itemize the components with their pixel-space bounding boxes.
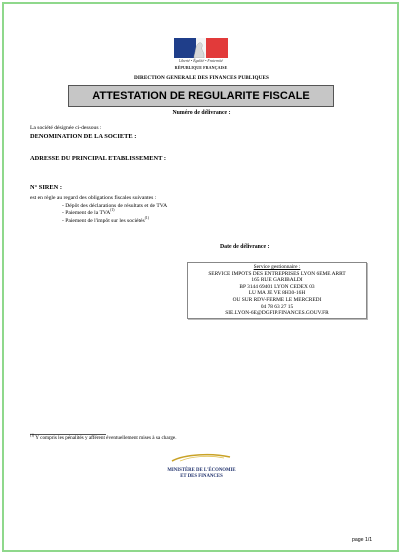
numero-label: Numéro de délivrance : xyxy=(172,110,231,116)
ministry-swoosh-icon xyxy=(150,453,253,463)
service-line: 04 78 63 27 15 xyxy=(260,303,294,310)
denomination-label: DENOMINATION DE LA SOCIETE : xyxy=(30,133,137,140)
service-line: 165 RUE GARIBALDI xyxy=(251,277,303,284)
list-item: - Paiement de la TVA$^{(1)}$ xyxy=(62,208,115,217)
title-banner xyxy=(68,85,334,107)
republic-name: RÉPUBLIQUE FRANÇAISE xyxy=(174,65,228,70)
service-line: SERVICE IMPOTS DES ENTREPRISES LYON 6EME ARRT xyxy=(208,270,346,277)
service-line: LU MA JE VE 8H30-16H xyxy=(248,290,306,297)
siren-label: N° SIREN : xyxy=(30,184,63,191)
obligations-text: est en règle au regard des obligations fiscales suivantes : xyxy=(30,195,157,201)
service-email: SIE.LYON-6E@DGFIP.FINANCES.GOUV.FR xyxy=(225,310,329,317)
tricolor-flag-icon xyxy=(174,38,228,58)
republic-motto: Liberté • Égalité • Fraternité xyxy=(179,59,223,63)
service-line: BP 3144 69401 LYON CEDEX 03 xyxy=(239,283,315,290)
adresse-label: ADRESSE DU PRINCIPAL ETABLISSEMENT : xyxy=(30,155,167,162)
ministry-name-line1: MINISTÈRE DE L'ÉCONOMIE xyxy=(167,468,236,473)
ministry-name-line2: ET DES FINANCES xyxy=(180,474,223,479)
service-header: Service gestionnaire : xyxy=(253,264,301,270)
page-number: page 1/1 xyxy=(352,537,373,543)
footnote: $^{(1)}$ Y compris les pénalités y afférent éventuellement mises à sa charge. xyxy=(30,433,177,441)
obligations-list xyxy=(62,203,167,225)
service-line: OU SUR RDV-FERME LE MERCREDI xyxy=(232,296,322,303)
list-item: - Dépôt des déclarations de résultats et de TVA xyxy=(62,203,168,209)
service-box xyxy=(187,262,367,319)
ministry-logo xyxy=(150,450,253,480)
direction-heading: DIRECTION GENERALE DES FINANCES PUBLIQUES xyxy=(134,75,269,81)
document-title: ATTESTATION DE REGULARITE FISCALE xyxy=(92,90,310,102)
intro-text: La société désignée ci-dessous : xyxy=(30,125,102,131)
marianne-logo xyxy=(174,38,228,74)
list-item: - Paiement de l'impôt sur les sociétés$^{(1)}$ xyxy=(62,215,149,224)
date-label: Date de délivrance : xyxy=(220,244,270,250)
